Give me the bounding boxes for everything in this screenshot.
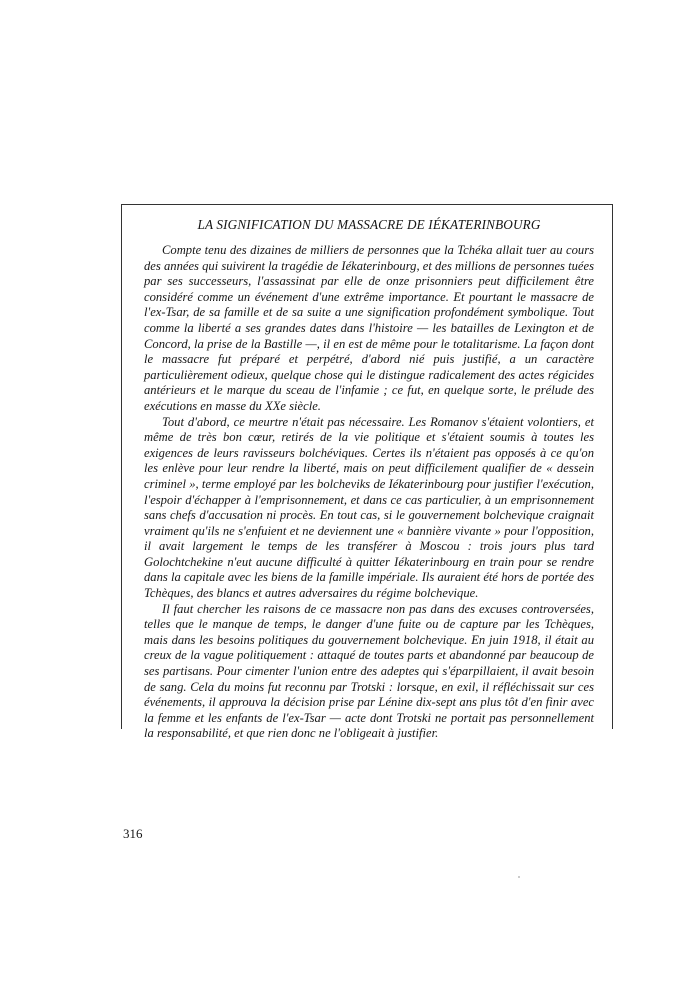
paragraph-3: Il faut chercher les raisons de ce massacre non pas dans des excuses controversées, telles que le manque de temps, le danger d'une fuite ou de capture par les Tchèques, mais dans les besoins politiques du gouvernement bolchevique. En juin 1918, il était au creux de la vague politiquement : attaqué de toutes parts et abandonné par beaucoup de ses partisans. Pour cimenter l'union entre des adeptes qui s'éparpillaient, il avait besoin de sang. Cela du moins fut reconnu par Trotski : lorsque, en exil, il réfléchissait sur ces événements, il approuva la décision prise par Lénine dix-sept ans plus tôt d'en finir avec la femme et les enfants de l'ex-Tsar — acte dont Trotski ne portait pas personnellement la responsabilité, et que rien donc ne l'obligeait à justifier.	[144, 601, 594, 741]
sidebar-box-content	[144, 217, 594, 742]
paragraph-2: Tout d'abord, ce meurtre n'était pas nécessaire. Les Romanov s'étaient volontiers, et même de très bon cœur, retirés de la vie politique et s'étaient soumis à toutes les exigences de leurs ravisseurs bolchéviques. Certes ils n'étaient pas opposés à ce qu'on les enlève pour leur rendre la liberté, mais on peut difficilement qualifier de « dessein criminel », terme employé par les bolcheviks de Iékaterinbourg pour justifier l'exécution, l'espoir d'échapper à l'emprisonnement, et dans ce cas particulier, à un emprisonnement sans chefs d'accusation ni procès. En tout cas, si le gouvernement bolchevique craignait vraiment qu'ils ne s'enfuient et ne deviennent une « bannière vivante » pour l'opposition, il avait largement le temps de les transférer à Moscou : trois jours plus tard Golochtchekine n'eut aucune difficulté à quitter Iékaterinbourg en train pour se rendre dans la capitale avec les biens de la famille impériale. Ils auraient été hors de portée des Tchèques, des blancs et autres adversaires du régime bolchevique.	[144, 414, 594, 601]
sidebar-box	[121, 204, 613, 741]
scan-speck	[518, 876, 520, 878]
paragraph-1: Compte tenu des dizaines de milliers de personnes que la Tchéka allait tuer au cours des années qui suivirent la tragédie de Iékaterinbourg, et des millions de personnes tuées par ses successeurs, l'assassinat par elle de onze prisonniers peut difficilement être considéré comme un événement d'une extrême importance. Et pourtant le massacre de l'ex-Tsar, de sa famille et de sa suite a une signification profondément symbolique. Tout comme la liberté a ses grandes dates dans l'histoire — les batailles de Lexington et de Concord, la prise de la Bastille —, il en est de même pour le totalitarisme. La façon dont le massacre fut préparé et perpétré, d'abord nié puis justifié, a un caractère particulièrement odieux, quelque chose qui le distingue radicalement des actes régicides antérieurs et le marque du sceau de l'infamie ; ce fut, en quelque sorte, le prélude des exécutions en masse du XXe siècle.	[144, 243, 594, 413]
page-number: 316	[123, 826, 143, 841]
sidebar-title: LA SIGNIFICATION DU MASSACRE DE IÉKATERINBOURG	[197, 217, 541, 232]
